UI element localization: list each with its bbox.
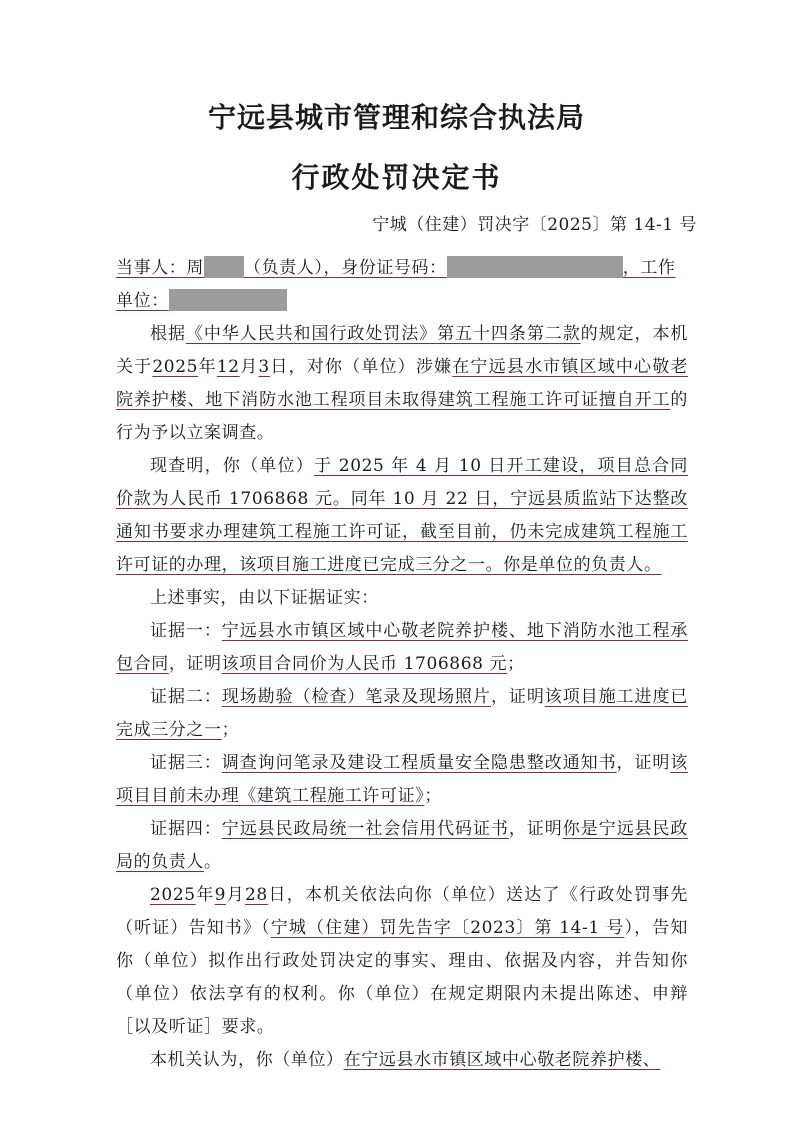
redacted-id-number <box>447 256 623 278</box>
paragraph-findings: 现查明，你（单位）于 2025 年 4 月 10 日开工建设，项目总合同价款为人民币 1706868 元。同年 10 月 22 日，宁远县质监站下达整改通知书要求办理建筑工程施工许可证，截至目前，仍未完成建筑工程施工许可证的办理，该项目施工进度已完成三分之一。你是单位的负责人。 <box>116 456 688 575</box>
paragraph-conclusion: 本机关认为，你（单位）在宁远县水市镇区域中心敬老院养护楼、 <box>150 1050 661 1070</box>
evidence-4: 证据四：宁远县民政局统一社会信用代码证书，证明你是宁远县民政局的负责人。 <box>116 819 688 872</box>
document-title: 行政处罚决定书 <box>291 161 502 194</box>
evidence-3: 证据三：调查询问笔录及建设工程质量安全隐患整改通知书，证明该项目目前未办理《建筑工程施工许可证》； <box>116 753 688 806</box>
document-body <box>116 252 688 1077</box>
paragraph-evidence-intro: 上述事实，由以下证据证实： <box>150 588 379 608</box>
redacted-name <box>204 256 244 278</box>
evidence-2: 证据二：现场勘验（检查）笔录及现场照片，证明该项目施工进度已完成三分之一； <box>116 687 688 740</box>
org-title: 宁远县城市管理和综合执法局 <box>207 101 585 134</box>
paragraph-notice: 2025年9月28日，本机关依法向你（单位）送达了《行政处罚事先（听证）告知书》（宁城（住建）罚先告字〔2023〕第 14-1 号），告知你（单位）拟作出行政处罚决定的事实、理由、依据及内容，并告知你（单位）依法享有的权利。你（单位）在规定期限内未提出陈述、申辩［以及听证］要求。 <box>116 885 688 1037</box>
party-info: 当事人：周 （负责人），身份证号码： ，工作 单位： <box>116 258 676 311</box>
paragraph-case-filing: 根据《中华人民共和国行政处罚法》第五十四条第二款的规定，本机关于2025年12月3日，对你（单位）涉嫌在宁远县水市镇区域中心敬老院养护楼、地下消防水池工程项目未取得建筑工程施工许可证擅自开工的行为予以立案调查。 <box>116 324 688 443</box>
redacted-unit <box>169 289 287 311</box>
document-number: 宁城（住建）罚决字〔2025〕第 14-1 号 <box>372 215 697 235</box>
evidence-1: 证据一：宁远县水市镇区域中心敬老院养护楼、地下消防水池工程承包合同，证明该项目合同价为人民币 1706868 元； <box>116 621 688 674</box>
